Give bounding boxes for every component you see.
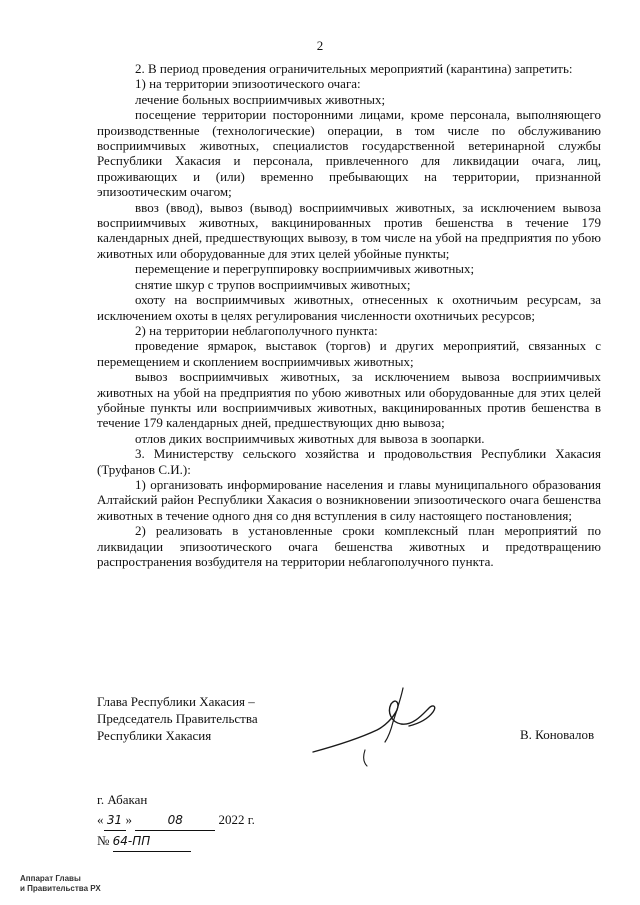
stamp-line: Аппарат Главы: [20, 874, 81, 883]
paragraph: 2. В период проведения ограничительных мероприятий (карантина) запретить:: [135, 61, 573, 76]
paragraph: вывоз восприимчивых животных, за исключением вывоза восприимчивых животных на убой на предприятия по убою животных или оборудованные для этих целей убойные пункты или восприимчивых животных, вакцинированных против бешенства в течение 179 календарных дней, предшествующих дню вывоза;: [97, 369, 601, 431]
paragraph: отлов диких восприимчивых животных для вывоза в зоопарки.: [135, 430, 485, 446]
signatory-title-line: Глава Республики Хакасия –: [97, 694, 255, 709]
handwritten-signature: [305, 680, 455, 770]
document-body: [97, 61, 601, 569]
date-open-quote: «: [97, 812, 104, 827]
date-month: 08: [135, 810, 215, 831]
paragraph: ввоз (ввод), вывоз (вывод) восприимчивых животных, за исключением вывоза восприимчивых животных, вакцинированных против бешенства в течение 179 календарных дней, предшествующих вывозу, в том числе на убой на предприятия по убою животных или оборудованные для этих целей убойные пункты;: [97, 199, 601, 261]
paragraph: 2) реализовать в установленные сроки комплексный план мероприятий по ликвидации эпизоотического очага бешенства животных и предотвращению распространения возбудителя на территории неблагополучного пункта.: [97, 523, 601, 569]
page-number: 2: [316, 38, 324, 53]
date-line: [97, 810, 255, 831]
paragraph: перемещение и перегруппировку восприимчивых животных;: [135, 261, 475, 277]
place-and-date: [97, 790, 255, 852]
document-number: 64-ПП: [113, 831, 191, 852]
paragraph: охоту на восприимчивых животных, отнесенных к охотничьим ресурсам, за исключением охоты в целях регулирования численности охотничьих ресурсов;: [97, 292, 601, 323]
office-stamp: [20, 874, 101, 894]
signatory-title-line: Председатель Правительства: [97, 711, 258, 726]
paragraph: лечение больных восприимчивых животных;: [135, 91, 386, 107]
paragraph: 3. Министерству сельского хозяйства и продовольствия Республики Хакасия (Труфанов С.И.):: [97, 446, 601, 477]
paragraph: 1) организовать информирование населения и главы муниципального образования Алтайский район Республики Хакасия о возникновении эпизоотического очага бешенства животных в течение одного дня со дня вступления в силу настоящего постановления;: [97, 476, 601, 523]
signer-name: В. Коновалов: [520, 727, 595, 742]
document-number-label: №: [97, 833, 110, 848]
place: г. Абакан: [97, 792, 148, 807]
paragraph: снятие шкур с трупов восприимчивых животных;: [135, 276, 411, 292]
date-close-quote: »: [125, 812, 132, 827]
stamp-line: и Правительства РХ: [20, 884, 101, 893]
signatory-title-line: Республики Хакасия: [97, 728, 212, 743]
signatory-title: [97, 693, 258, 744]
date-year: 2022 г.: [218, 812, 255, 827]
date-day: 31: [104, 810, 126, 831]
paragraph: 1) на территории эпизоотического очага:: [135, 76, 361, 92]
paragraph: проведение ярмарок, выставок (торгов) и других мероприятий, связанных с перемещением и скоплением восприимчивых животных;: [97, 338, 601, 369]
paragraph: посещение территории посторонними лицами, кроме персонала, выполняющего производственные (технологические) операции, в том числе по обслуживанию восприимчивых животных, специалистов государственной ветеринарной службы Республики Хакасия и персонала, привлеченного для ликвидации очага, лиц, проживающих и (или) временно пребывающих на территории, признанной эпизоотическим очагом;: [97, 107, 601, 200]
paragraph: 2) на территории неблагополучного пункта:: [135, 322, 378, 338]
document-number-line: [97, 831, 255, 852]
